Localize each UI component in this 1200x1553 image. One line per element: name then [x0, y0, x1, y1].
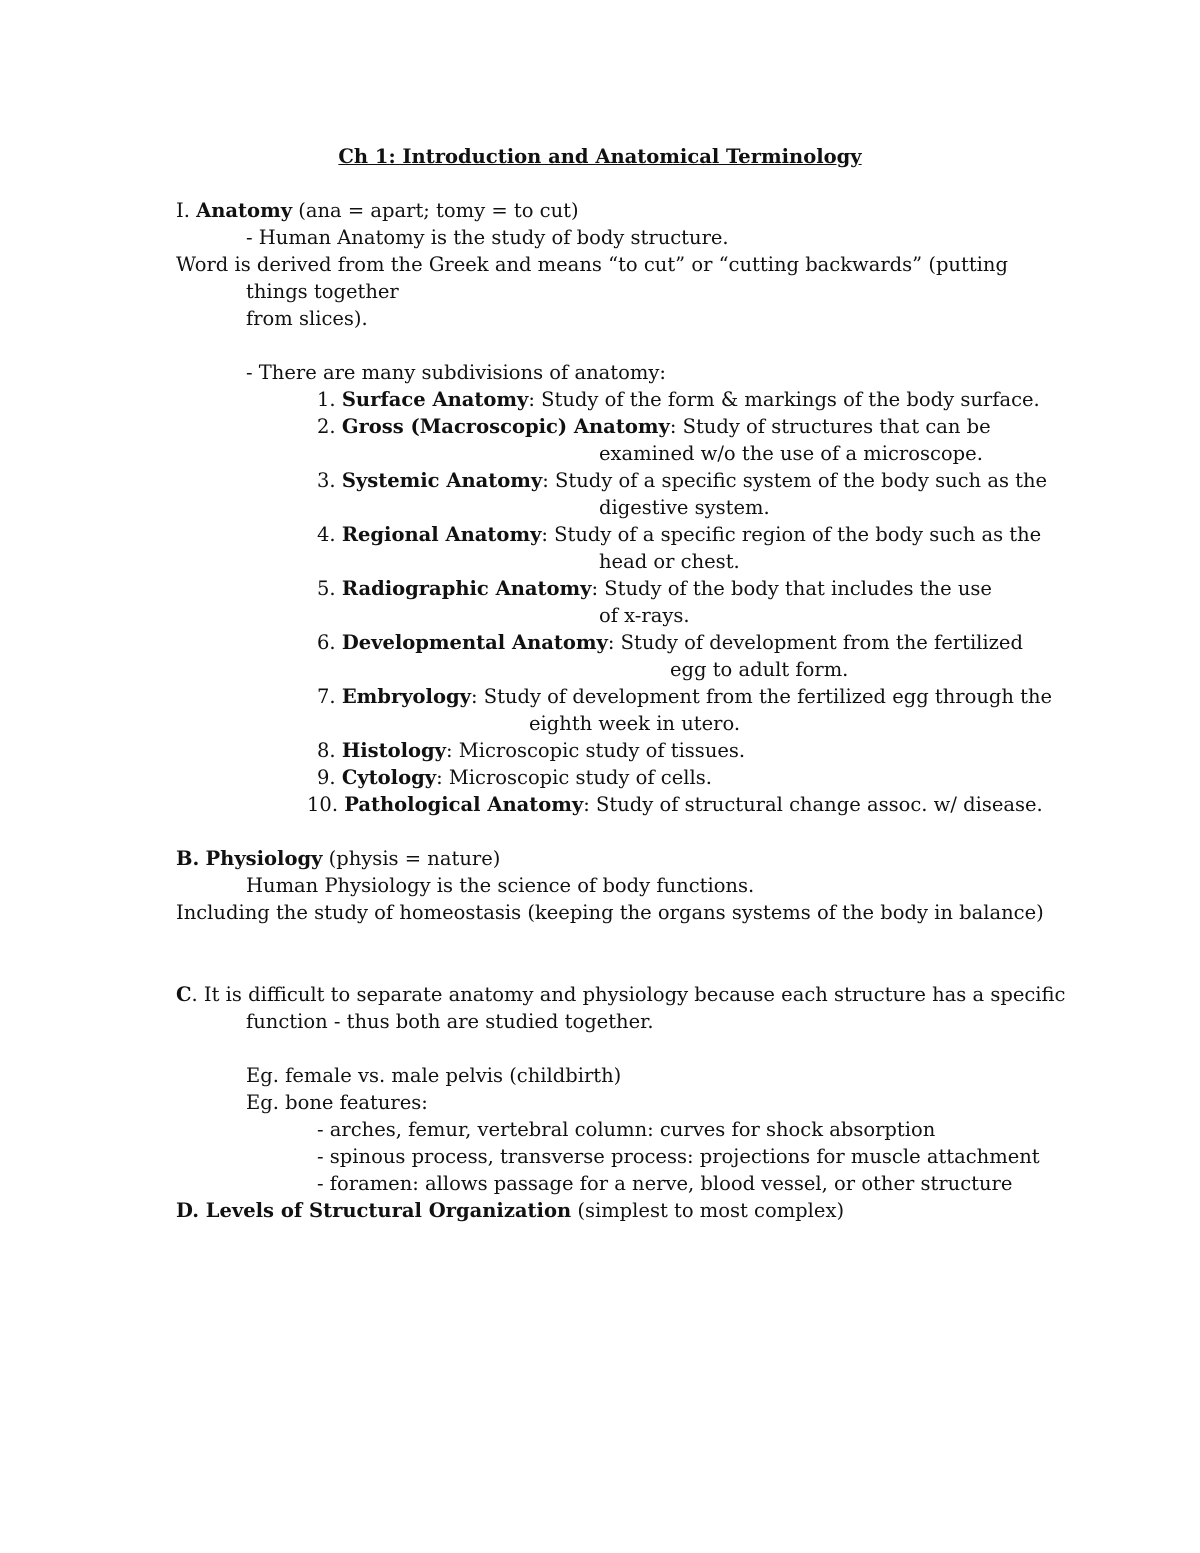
physiology-definition: Human Physiology is the science of body functions.	[246, 874, 755, 897]
section-d-heading	[176, 1197, 844, 1224]
list-item-description: : Study of structural change assoc. w/ disease.	[583, 793, 1043, 816]
physiology-term: Physiology	[205, 847, 323, 870]
physiology-homeostasis: Including the study of homeostasis (keeping the organs systems of the body in balance)	[176, 901, 1044, 924]
list-item-term: Pathological Anatomy	[344, 793, 584, 816]
list-item-term: Systemic Anatomy	[341, 469, 543, 492]
section-d-marker: D	[176, 1199, 193, 1222]
list-item-description: : Study of a specific system of the body such as the	[542, 469, 1048, 492]
list-item-number: 3.	[317, 469, 336, 492]
list-item	[317, 386, 1040, 413]
list-item-term: Cytology	[341, 766, 437, 789]
list-item-term: Developmental Anatomy	[341, 631, 608, 654]
list-item-term: Gross (Macroscopic) Anatomy	[341, 415, 670, 438]
list-item-description: : Study of the form & markings of the body surface.	[528, 388, 1040, 411]
list-item	[307, 791, 1043, 818]
list-item-number: 9.	[317, 766, 336, 789]
list-item-number: 1.	[317, 388, 336, 411]
feature-item: - foramen: allows passage for a nerve, blood vessel, or other structure	[317, 1172, 1013, 1195]
section-c-line1	[176, 981, 1065, 1008]
feature-item: - spinous process, transverse process: projections for muscle attachment	[317, 1145, 1040, 1168]
list-item-term: Histology	[341, 739, 447, 762]
list-item-number: 6.	[317, 631, 336, 654]
list-item-term: Surface Anatomy	[341, 388, 529, 411]
list-item	[317, 737, 745, 764]
physiology-etymology: (physis = nature)	[328, 847, 501, 870]
list-item-description: : Study of development from the fertilized	[607, 631, 1023, 654]
anatomy-term: Anatomy	[196, 199, 293, 222]
anatomy-word-line1: Word is derived from the Greek and means “to cut” or “cutting backwards” (putting	[176, 253, 1008, 276]
feature-item: - arches, femur, vertebral column: curves for shock absorption	[317, 1118, 936, 1141]
list-item-continuation: of x-rays.	[599, 604, 690, 627]
list-item-number: 5.	[317, 577, 336, 600]
list-item-description: : Study of development from the fertilized egg through the	[470, 685, 1053, 708]
list-item	[317, 575, 992, 602]
list-item-continuation: head or chest.	[599, 550, 740, 573]
list-item-term: Regional Anatomy	[341, 523, 542, 546]
list-item-term: Radiographic Anatomy	[341, 577, 592, 600]
section-c-line2: function - thus both are studied together.	[246, 1010, 654, 1033]
list-item-description: : Study of the body that includes the use	[591, 577, 992, 600]
list-item-number: 4.	[317, 523, 336, 546]
anatomy-marker: I.	[176, 199, 190, 222]
subdivisions-intro: - There are many subdivisions of anatomy:	[246, 361, 666, 384]
list-item	[317, 467, 1047, 494]
list-item	[317, 521, 1041, 548]
list-item-continuation: digestive system.	[599, 496, 770, 519]
anatomy-definition: - Human Anatomy is the study of body structure.	[246, 226, 729, 249]
list-item-continuation: examined w/o the use of a microscope.	[599, 442, 983, 465]
list-item-continuation: eighth week in utero.	[529, 712, 741, 735]
list-item-description: : Study of structures that can be	[669, 415, 991, 438]
example-bone-features: Eg. bone features:	[246, 1091, 428, 1114]
section-c-text: . It is difficult to separate anatomy and physiology because each structure has a specific	[191, 983, 1066, 1006]
list-item-number: 10.	[307, 793, 339, 816]
list-item	[317, 629, 1023, 656]
section-c-marker: C	[176, 983, 192, 1006]
list-item-number: 2.	[317, 415, 336, 438]
example-pelvis: Eg. female vs. male pelvis (childbirth)	[246, 1064, 622, 1087]
list-item-number: 7.	[317, 685, 336, 708]
list-item-number: 8.	[317, 739, 336, 762]
page-title: Ch 1: Introduction and Anatomical Terminology	[338, 145, 862, 168]
list-item-continuation: egg to adult form.	[670, 658, 849, 681]
list-item-description: : Study of a specific region of the body such as the	[541, 523, 1042, 546]
list-item-term: Embryology	[341, 685, 471, 708]
list-item-description: : Microscopic study of tissues.	[446, 739, 746, 762]
list-item	[317, 764, 712, 791]
anatomy-word-line2: things together	[246, 280, 399, 303]
anatomy-etymology: (ana = apart; tomy = to cut)	[298, 199, 579, 222]
physiology-marker: B.	[176, 847, 200, 870]
section-d-title: . Levels of Structural Organization	[192, 1199, 572, 1222]
list-item	[317, 683, 1052, 710]
physiology-heading	[176, 845, 500, 872]
list-item-description: : Microscopic study of cells.	[436, 766, 712, 789]
section-d-note: (simplest to most complex)	[577, 1199, 845, 1222]
list-item	[317, 413, 991, 440]
anatomy-heading	[176, 197, 579, 224]
anatomy-word-line3: from slices).	[246, 307, 368, 330]
